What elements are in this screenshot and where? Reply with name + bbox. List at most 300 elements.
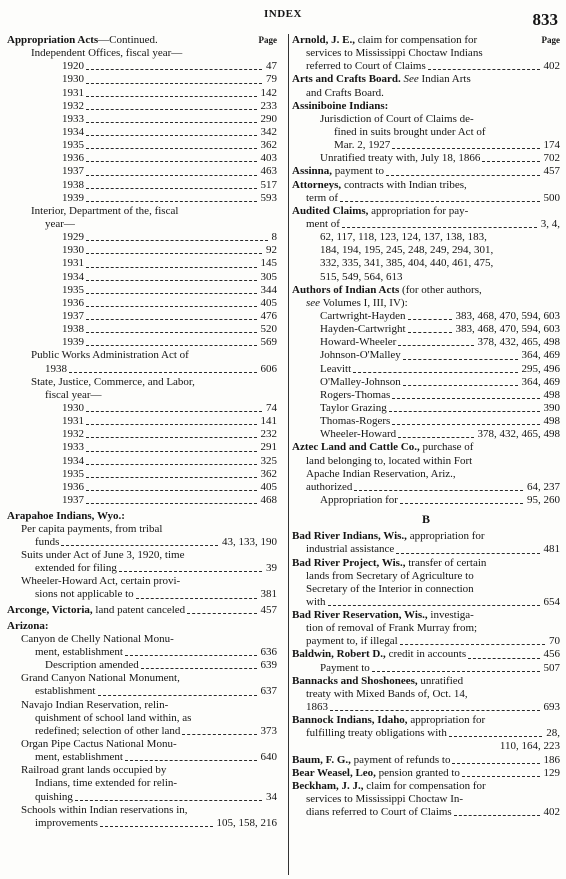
- page-ref: 373: [260, 724, 277, 737]
- running-head: INDEX: [264, 8, 302, 20]
- index-line: [7, 699, 277, 712]
- entry-fragment: claim for compensation for: [354, 34, 478, 46]
- page-ref: 402: [543, 806, 560, 819]
- dot-leader: [353, 372, 517, 373]
- index-line: [292, 740, 560, 753]
- entry-fragment: Jurisdiction of Court of Claims de-: [320, 112, 474, 125]
- entry-text: [306, 806, 452, 818]
- index-line: [292, 415, 560, 428]
- entry-fragment: Indians, time extended for relin-: [35, 777, 178, 790]
- index-line: [292, 297, 560, 310]
- index-line: [7, 231, 277, 244]
- entry-text: [320, 231, 487, 243]
- page-ref: 456: [543, 648, 560, 661]
- dot-leader: [86, 464, 257, 465]
- entry-text: [45, 389, 102, 401]
- entry-text: [292, 767, 460, 779]
- index-line: [292, 349, 560, 362]
- dot-leader: [86, 175, 257, 176]
- dot-leader: [452, 763, 539, 764]
- entry-text: [306, 297, 408, 309]
- index-line: [292, 271, 560, 284]
- entry-heading: Arizona:: [7, 619, 49, 632]
- entry-text: [62, 494, 84, 506]
- index-line: [292, 34, 560, 47]
- index-line: [7, 468, 277, 481]
- entry-text: [306, 635, 398, 647]
- entry-text: [292, 205, 468, 217]
- page-ref: 381: [260, 588, 277, 601]
- entry-text: [35, 562, 117, 574]
- entry-fragment: 1935: [62, 467, 84, 480]
- entry-text: [292, 100, 388, 112]
- index-line: [292, 73, 560, 86]
- dot-leader: [449, 736, 542, 737]
- page-ref: 457: [543, 165, 560, 178]
- page-ref: 291: [260, 441, 277, 454]
- entry-text: [35, 725, 180, 737]
- dot-leader: [86, 490, 257, 491]
- entry-text: [35, 536, 59, 548]
- entry-fragment: unratified: [417, 674, 464, 687]
- dot-leader: [396, 553, 539, 554]
- index-line: [7, 455, 277, 468]
- index-line: [292, 701, 560, 714]
- index-line: [292, 754, 560, 767]
- entry-text: [62, 152, 84, 164]
- index-line: [7, 575, 277, 588]
- entry-fragment: Navajo Indian Reservation, relin-: [21, 698, 169, 711]
- dot-leader: [392, 398, 539, 399]
- index-line: [292, 336, 560, 349]
- entry-fragment: 1936: [62, 480, 84, 493]
- entry-text: [320, 363, 351, 375]
- page-ref: 383, 468, 470, 594, 603: [455, 323, 560, 336]
- entry-fragment: quishing: [35, 790, 73, 803]
- entry-fragment: appropriation for pay-: [368, 204, 469, 217]
- index-line: [292, 441, 560, 454]
- entry-fragment: improvements: [35, 816, 98, 829]
- dot-leader: [468, 658, 539, 659]
- dot-leader: [98, 695, 257, 696]
- entry-text: [320, 389, 390, 401]
- dot-leader: [392, 424, 539, 425]
- entry-text: [320, 244, 493, 256]
- entry-text: [292, 609, 474, 621]
- entry-fragment: 1930: [62, 73, 84, 86]
- page-ref: 74: [266, 401, 277, 414]
- entry-heading: Arts and Crafts Board.: [292, 73, 401, 86]
- entry-heading: Assiniboine Indians:: [292, 99, 389, 112]
- entry-text: [292, 73, 471, 85]
- page-column-label: Page: [541, 35, 560, 45]
- entry-fragment: 1935: [62, 139, 84, 152]
- index-line: [7, 481, 277, 494]
- entry-fragment: establishment: [35, 685, 96, 698]
- entry-fragment: 62, 117, 118, 123, 124, 137, 138, 183,: [320, 231, 487, 244]
- page-ref: 507: [543, 661, 560, 674]
- entry-text: [320, 428, 396, 440]
- column-divider: [288, 34, 289, 875]
- entry-fragment: contracts with Indian tribes,: [341, 178, 467, 191]
- entry-text: [21, 699, 168, 711]
- dot-leader: [86, 201, 257, 202]
- entry-text: [21, 672, 180, 684]
- index-line: [7, 562, 277, 575]
- dot-leader: [386, 175, 540, 176]
- page-ref: 344: [260, 283, 277, 296]
- entry-fragment: referred to Court of Claims: [306, 60, 426, 73]
- entry-fragment: State, Justice, Commerce, and Labor,: [31, 375, 195, 388]
- entry-text: [62, 231, 84, 243]
- dot-leader: [86, 69, 262, 70]
- entry-fragment: 1938: [62, 178, 84, 191]
- entry-fragment: 1931: [62, 257, 84, 270]
- entry-fragment: Rogers-Thomas: [320, 388, 391, 401]
- page-ref: 129: [543, 766, 560, 779]
- entry-text: [7, 34, 158, 46]
- entry-text: [45, 363, 67, 375]
- entry-fragment: treaty with Mixed Bands of, Oct. 14,: [306, 687, 468, 700]
- entry-fragment: 1939: [62, 191, 84, 204]
- index-line: [7, 87, 277, 100]
- entry-heading: Arnold, J. E.,: [292, 34, 355, 46]
- page-ref: 95, 260: [527, 493, 560, 506]
- page-ref: 70: [549, 635, 560, 648]
- page-ref: 3, 4,: [540, 217, 560, 230]
- page-ref: 640: [260, 751, 277, 764]
- entry-heading: Appropriation Acts: [7, 34, 99, 46]
- entry-fragment: appropriation for: [407, 714, 486, 727]
- entry-fragment: quishment of school land within, as: [35, 711, 192, 724]
- entry-fragment: 1934: [62, 454, 84, 467]
- entry-text: [320, 336, 396, 348]
- dot-leader: [100, 826, 213, 827]
- page-ref: 105, 158, 216: [216, 816, 277, 829]
- index-line: [7, 620, 277, 633]
- index-line: [292, 179, 560, 192]
- index-line: [292, 323, 560, 336]
- entry-text: [62, 126, 84, 138]
- dot-leader: [187, 613, 256, 614]
- entry-heading: Beckham, J. J.,: [292, 779, 364, 792]
- entry-fragment: —Continued.: [98, 34, 158, 46]
- entry-text: [35, 751, 123, 763]
- right-column: [292, 34, 560, 819]
- index-line: [292, 662, 560, 675]
- dot-leader: [136, 598, 257, 599]
- entry-fragment: dians referred to Court of Claims: [306, 806, 452, 819]
- entry-text: [62, 244, 84, 256]
- page-ref: 405: [260, 296, 277, 309]
- index-line: [292, 231, 560, 244]
- entry-text: [62, 481, 84, 493]
- entry-text: [31, 47, 182, 59]
- dot-leader: [354, 490, 523, 491]
- dot-leader: [86, 424, 257, 425]
- page-ref: 290: [260, 112, 277, 125]
- dot-leader: [86, 96, 257, 97]
- entry-fragment: fiscal year—: [45, 388, 102, 401]
- index-line: [7, 271, 277, 284]
- entry-text: [21, 633, 174, 645]
- dot-leader: [340, 201, 539, 202]
- index-line: [7, 712, 277, 725]
- entry-fragment: 1929: [62, 231, 84, 244]
- entry-text: [7, 620, 49, 632]
- entry-fragment: Howard-Wheeler: [320, 336, 397, 349]
- page-ref: 702: [543, 152, 560, 165]
- entry-text: [306, 596, 326, 608]
- entry-text: [31, 205, 178, 217]
- index-line: [7, 34, 277, 47]
- entry-text: [320, 376, 401, 388]
- index-line: [7, 764, 277, 777]
- entry-text: [306, 87, 384, 99]
- entry-text: [62, 455, 84, 467]
- dot-leader: [342, 227, 537, 228]
- entry-heading: Audited Claims,: [292, 204, 369, 217]
- index-line: [7, 604, 277, 617]
- index-line: [7, 389, 277, 402]
- entry-text: [62, 428, 84, 440]
- entry-fragment: Railroad grant lands occupied by: [21, 764, 167, 777]
- entry-fragment: industrial assistance: [306, 543, 395, 556]
- entry-text: [306, 727, 447, 739]
- entry-fragment: 1930: [62, 401, 84, 414]
- entry-fragment: Secretary of the Interior in connection: [306, 582, 474, 595]
- index-line: [7, 791, 277, 804]
- index-line: [7, 659, 277, 672]
- page-ref: 364, 469: [521, 349, 560, 362]
- page-ref: 34: [266, 790, 277, 803]
- entry-heading: Bad River Reservation, Wis.,: [292, 609, 428, 622]
- entry-text: [292, 284, 482, 296]
- index-line: [292, 284, 560, 297]
- entry-text: [21, 549, 184, 561]
- page-ref: 364, 469: [521, 375, 560, 388]
- entry-fragment: Taylor Grazing: [320, 401, 387, 414]
- entry-fragment: term of: [306, 191, 339, 204]
- dot-leader: [398, 345, 473, 346]
- entry-text: [292, 530, 485, 542]
- index-line: [7, 751, 277, 764]
- entry-fragment: fined in suits brought under Act of: [334, 125, 486, 138]
- index-line: [7, 494, 277, 507]
- entry-text: [62, 441, 84, 453]
- entry-fragment: transfer of certain: [405, 556, 487, 569]
- index-line: [7, 804, 277, 817]
- entry-text: [320, 662, 370, 674]
- page-ref: 325: [260, 454, 277, 467]
- index-line: [7, 817, 277, 830]
- index-line: [292, 428, 560, 441]
- index-line: [7, 376, 277, 389]
- entry-text: [306, 60, 426, 72]
- entry-text: [320, 494, 398, 506]
- entry-text: [62, 402, 84, 414]
- entry-fragment: and Crafts Board.: [306, 86, 384, 99]
- entry-text: [306, 570, 474, 582]
- index-line: [7, 205, 277, 218]
- index-line: [7, 523, 277, 536]
- entry-text: [35, 588, 134, 600]
- entry-text: [62, 100, 84, 112]
- index-line: [292, 481, 560, 494]
- entry-fragment: 184, 194, 195, 245, 248, 249, 294, 301,: [320, 244, 494, 257]
- page-ref: 468: [260, 493, 277, 506]
- dot-leader: [462, 776, 540, 777]
- entry-text: [62, 284, 84, 296]
- entry-text: [45, 659, 139, 671]
- index-line: [7, 113, 277, 126]
- entry-text: [306, 192, 338, 204]
- dot-leader: [86, 306, 257, 307]
- index-line: [292, 257, 560, 270]
- entry-fragment: Cartwright-Hayden: [320, 309, 406, 322]
- index-line: [292, 244, 560, 257]
- entry-text: [7, 604, 185, 616]
- index-line: [292, 100, 560, 113]
- entry-fragment: 1937: [62, 165, 84, 178]
- index-line: [292, 310, 560, 323]
- entry-text: [35, 817, 98, 829]
- index-line: [7, 588, 277, 601]
- page-ref: 141: [260, 415, 277, 428]
- entry-fragment: 515, 549, 564, 613: [320, 270, 403, 283]
- index-line: [292, 218, 560, 231]
- entry-heading: Assinna,: [292, 165, 333, 178]
- index-line: [292, 47, 560, 60]
- entry-fragment: 1935: [62, 283, 84, 296]
- entry-fragment: Unratified treaty with, July 18, 1866: [320, 152, 481, 165]
- entry-fragment: 1938: [45, 362, 67, 375]
- page-ref: 402: [543, 60, 560, 73]
- entry-text: [306, 793, 463, 805]
- entry-fragment: ment of: [306, 217, 340, 230]
- index-line: [7, 310, 277, 323]
- entry-fragment: Mar. 2, 1927: [334, 139, 391, 152]
- index-line: [292, 688, 560, 701]
- entry-text: [62, 73, 84, 85]
- dot-leader: [428, 69, 540, 70]
- index-line: [7, 257, 277, 270]
- index-line: [7, 349, 277, 362]
- index-line: [7, 192, 277, 205]
- index-line: [292, 793, 560, 806]
- entry-fragment: 1932: [62, 99, 84, 112]
- index-line: [292, 363, 560, 376]
- entry-fragment: Appropriation for: [320, 493, 398, 506]
- entry-text: [62, 415, 84, 427]
- page-ref: 295, 496: [521, 362, 560, 375]
- entry-text: [62, 139, 84, 151]
- page-ref: 79: [266, 73, 277, 86]
- dot-leader: [119, 571, 262, 572]
- index-line: [292, 205, 560, 218]
- page-ref: 405: [260, 480, 277, 493]
- index-line: [7, 126, 277, 139]
- entry-text: [292, 714, 485, 726]
- dot-leader: [86, 122, 257, 123]
- entry-fragment: Per capita payments, from tribal: [21, 522, 163, 535]
- page-ref: 569: [260, 336, 277, 349]
- entry-text: [292, 557, 486, 569]
- index-line: [7, 60, 277, 73]
- dot-leader: [400, 644, 545, 645]
- page-ref: 174: [543, 139, 560, 152]
- entry-text: [334, 126, 486, 138]
- dot-leader: [86, 280, 257, 281]
- entry-fragment: appropriation for: [406, 530, 485, 543]
- dot-leader: [86, 109, 257, 110]
- entry-fragment: Independent Offices, fiscal year—: [31, 47, 183, 60]
- entry-heading: Arapahoe Indians, Wyo.:: [7, 509, 125, 522]
- page-ref: 457: [260, 604, 277, 617]
- entry-text: [62, 323, 84, 335]
- entry-text: [306, 455, 472, 467]
- dot-leader: [408, 319, 452, 320]
- index-line: [7, 73, 277, 86]
- entry-text: [62, 87, 84, 99]
- page-ref: 43, 133, 190: [222, 535, 277, 548]
- index-line: [7, 165, 277, 178]
- page-ref: 498: [543, 388, 560, 401]
- entry-text: [292, 179, 467, 191]
- index-line: [7, 510, 277, 523]
- entry-text: [35, 777, 177, 789]
- left-column: [7, 34, 277, 830]
- index-line: [292, 192, 560, 205]
- entry-text: [306, 218, 340, 230]
- entry-text: [292, 34, 477, 46]
- dot-leader: [86, 451, 257, 452]
- entry-fragment: 1934: [62, 125, 84, 138]
- page-ref: 47: [266, 60, 277, 73]
- index-line: [7, 218, 277, 231]
- entry-fragment: 1938: [62, 323, 84, 336]
- entry-fragment: redefined; selection of other land: [35, 724, 181, 737]
- entry-fragment: credit in accounts: [385, 648, 467, 661]
- index-line: [7, 536, 277, 549]
- index-line: [7, 152, 277, 165]
- dot-leader: [86, 411, 262, 412]
- index-line: [292, 60, 560, 73]
- page-ref: 378, 432, 465, 498: [477, 336, 560, 349]
- entry-fragment: Volumes I, III, IV):: [320, 296, 408, 309]
- entry-fragment: 1936: [62, 152, 84, 165]
- entry-fragment: with: [306, 595, 326, 608]
- entry-text: [62, 468, 84, 480]
- dot-leader: [141, 668, 257, 669]
- entry-fragment: Grand Canyon National Monument,: [21, 672, 180, 685]
- page-ref: 383, 468, 470, 594, 603: [455, 309, 560, 322]
- entry-text: [292, 780, 486, 792]
- index-line: [292, 494, 560, 507]
- entry-fragment: pension granted to: [375, 766, 460, 779]
- entry-text: [35, 685, 96, 697]
- entry-fragment: land belonging to, located within Fort: [306, 454, 473, 467]
- index-line: [292, 570, 560, 583]
- index-line: [7, 672, 277, 685]
- entry-text: [320, 152, 480, 164]
- index-line: [292, 389, 560, 402]
- index-line: [292, 727, 560, 740]
- dot-leader: [398, 437, 473, 438]
- index-line: [292, 543, 560, 556]
- entry-fragment: sions not applicable to: [35, 588, 134, 601]
- dot-leader: [86, 437, 257, 438]
